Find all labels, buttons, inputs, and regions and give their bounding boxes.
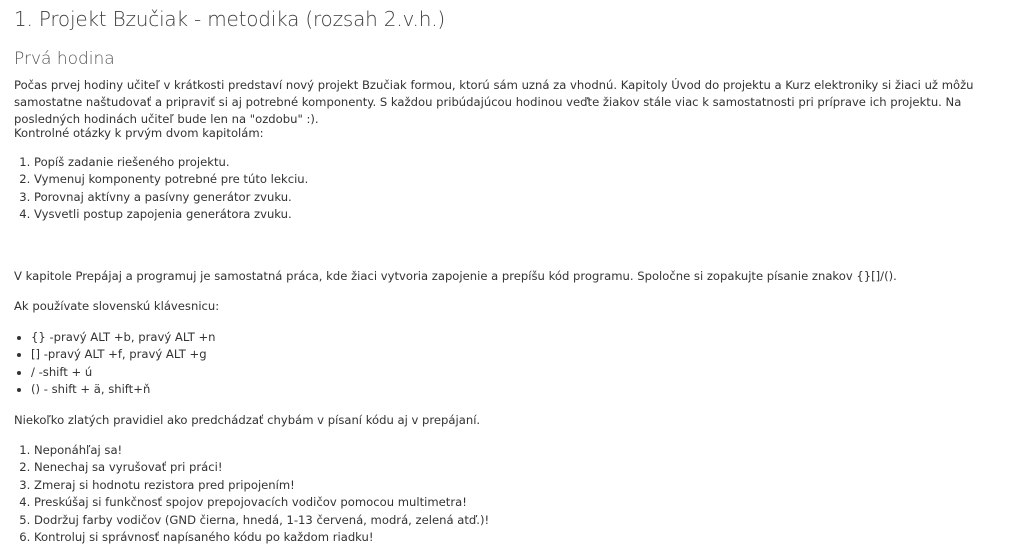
list-item: 2. Nenechaj sa vyrušovať pri práci! [34,459,489,476]
list-item: 6. Kontroluj si správnosť napísaného kódu po každom riadku! [34,529,489,546]
programming-paragraph: V kapitole Prepájaj a programuj je samostatná práca, kde žiaci vytvoria zapojenie a prepíšu kód programu. Spoločne si zopakujte písanie znakov {}[]/(). [14,269,897,283]
list-item: • [] -pravý ALT +f, pravý ALT +g [31,346,216,363]
list-item: 4. Vysvetli postup zapojenia generátora zvuku. [34,206,308,223]
questions-list [14,154,308,224]
list-item: 3. Zmeraj si hodnotu rezistora pred pripojením! [34,477,489,494]
list-item: • () - shift + ä, shift+ň [31,381,216,398]
intro-paragraph: Počas prvej hodiny učiteľ v krátkosti predstaví nový projekt Bzučiak formou, ktorú sám uzná za vhodnú. Kapitoly Úvod do projektu a Kurz elektroniky si žiaci už môžu samostatne naštudovať a pripraviť si aj potrebné komponenty. S každou pribúdajúcou hodinou veďte žiakov stále viac k samostatnosti pri príprave ich projektu. Na posledných hodinách učiteľ bude len na "ozdobu" :). [14,78,974,126]
list-item: 1. Popíš zadanie riešeného projektu. [34,154,308,171]
list-item: 3. Porovnaj aktívny a pasívny generátor zvuku. [34,189,308,206]
list-item: 1. Neponáhľaj sa! [34,442,489,459]
page-title: 1. Projekt Bzučiak - metodika (rozsah 2.v.h.) [14,7,445,31]
rules-heading: Niekoľko zlatých pravidiel ako predchádzať chybám v písaní kódu aj v prepájaní. [14,413,481,427]
keyboard-shortcuts-list [14,329,216,399]
list-item: • / -shift + ú [31,364,216,381]
questions-heading: Kontrolné otázky k prvým dvom kapitolám: [14,126,264,140]
section-title: Prvá hodina [14,49,115,69]
list-item: 5. Dodržuj farby vodičov (GND čierna, hnedá, 1-13 červená, modrá, zelená atď.)! [34,512,489,529]
list-item: • {} -pravý ALT +b, pravý ALT +n [31,329,216,346]
keyboard-heading: Ak používate slovenskú klávesnicu: [14,299,220,313]
rules-list [14,442,489,546]
list-item: 4. Preskúšaj si funkčnosť spojov prepojovacích vodičov pomocou multimetra! [34,494,489,511]
list-item: 2. Vymenuj komponenty potrebné pre túto lekciu. [34,171,308,188]
